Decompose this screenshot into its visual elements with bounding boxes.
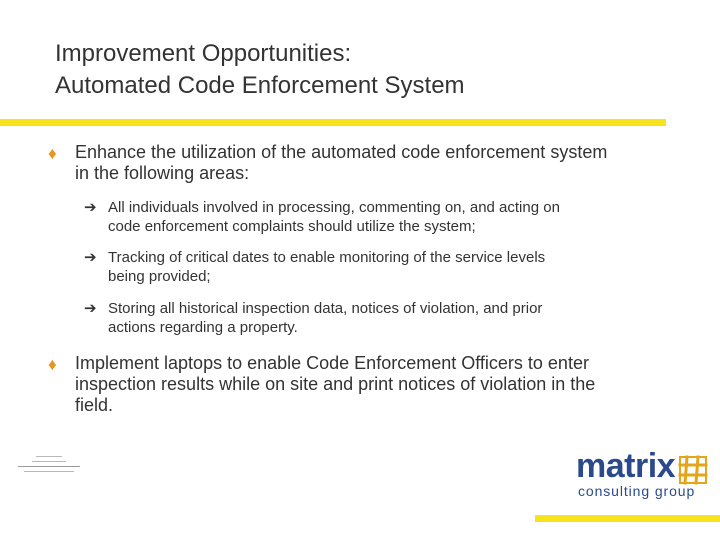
arrow-right-icon: ➔ [84, 300, 97, 317]
logo-tagline: consulting group [578, 483, 696, 499]
bullet-text-line: Enhance the utilization of the automated code enforcement system [75, 142, 608, 162]
slide-title [55, 38, 675, 102]
diamond-bullet-icon: ♦ [48, 144, 57, 163]
sub-bullet-text-line: All individuals involved in processing, commenting on, and acting on [108, 199, 560, 216]
sub-bullet-text-line: code enforcement complaints should utilize the system; [108, 218, 476, 235]
bullet-text-line: Implement laptops to enable Code Enforcement Officers to enter [75, 353, 589, 373]
arrow-right-icon: ➔ [84, 249, 97, 266]
bullet-text-line: in the following areas: [75, 163, 250, 183]
sub-bullet-text-line: Tracking of critical dates to enable monitoring of the service levels [108, 249, 546, 266]
grid-hash-icon [678, 455, 708, 485]
sub-bullet-text-line: actions regarding a property. [108, 319, 298, 336]
matrix-logo-word: matrix [576, 447, 676, 485]
footer-stamp [18, 454, 80, 494]
arrow-right-icon: ➔ [84, 199, 97, 216]
bullet-text-line: inspection results while on site and print notices of violation in the [75, 374, 596, 394]
footer-divider [535, 515, 720, 522]
sub-bullet-text-line: Storing all historical inspection data, notices of violation, and prior [108, 300, 543, 317]
slide-title-line1: Improvement Opportunities: [55, 40, 352, 67]
sub-bullet-text-line: being provided; [108, 268, 211, 285]
title-divider [0, 119, 666, 126]
bullet-text-line: field. [75, 395, 114, 415]
slide-title-line2: Automated Code Enforcement System [55, 72, 465, 99]
diamond-bullet-icon: ♦ [48, 355, 57, 374]
